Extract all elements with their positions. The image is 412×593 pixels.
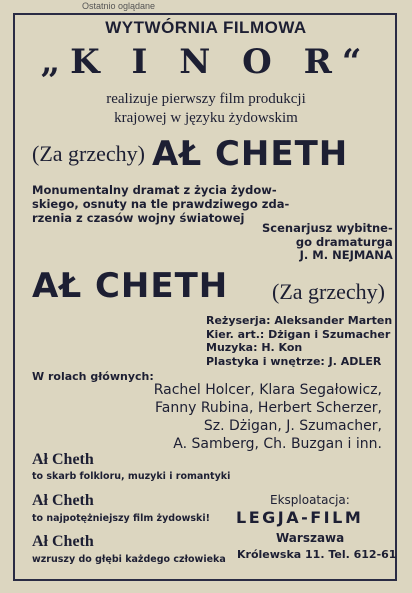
crew-line: Kier. art.: Dżigan i Szumacher <box>206 327 391 341</box>
crew-line: Plastyka i wnętrze: J. ADLER <box>206 354 382 368</box>
crew-line: Muzyka: H. Kon <box>206 341 303 354</box>
distributor-name: LEGJA-FILM <box>236 508 364 527</box>
studio-brand: „K I N O R“ <box>40 42 372 82</box>
company-heading: WYTWÓRNIA FILMOWA <box>105 18 307 37</box>
tagline-subtitle: to najpotężniejszy film żydowski! <box>32 513 210 524</box>
cast-line: Rachel Holcer, Klara Segałowicz, <box>153 382 382 398</box>
writer-line: J. M. NEJMANA <box>299 248 393 262</box>
tagline-subtitle: to skarb folkloru, muzyki i romantyki <box>32 471 231 482</box>
tagline-title: Ał Cheth <box>32 451 94 468</box>
title-top-subtitle: (Za grzechy) <box>32 141 145 166</box>
description-line: skiego, osnuty na tle prawdziwego zda- <box>32 197 290 211</box>
cast-line: Sz. Dżigan, J. Szumacher, <box>203 418 382 434</box>
tagline-title: Ał Cheth <box>32 533 94 550</box>
title-bottom-subtitle: (Za grzechy) <box>272 279 385 304</box>
intro-line: realizuje pierwszy film produkcji <box>106 91 306 107</box>
tagline-title: Ał Cheth <box>32 492 94 509</box>
cast-line: Fanny Rubina, Herbert Scherzer, <box>154 400 382 416</box>
crew-line: Reżyserja: Aleksander Marten <box>206 314 393 327</box>
distributor-address: Królewska 11. Tel. 612-61 <box>237 548 397 561</box>
cast-heading: W rolach głównych: <box>32 370 154 383</box>
intro-line: krajowej w języku żydowskim <box>114 110 298 126</box>
screenwriter-credit <box>262 222 393 263</box>
cast-line: A. Samberg, Ch. Buzgan i inn. <box>173 436 382 452</box>
cast-list <box>120 381 382 453</box>
description-line: Monumentalny dramat z życia żydow- <box>32 183 277 197</box>
film-description <box>32 183 289 225</box>
description-line: rzenia z czasów wojny światowej <box>32 211 245 225</box>
crew-credits <box>206 314 392 368</box>
tagline-subtitle: wzruszy do głębi każdego człowieka <box>32 554 226 565</box>
intro-text <box>0 90 412 128</box>
title-bottom-main: AŁ CHETH <box>32 266 229 306</box>
distributor-city: Warszawa <box>276 531 345 545</box>
title-top-main: AŁ CHETH <box>152 134 349 174</box>
writer-line: Scenarjusz wybitne- <box>262 221 393 235</box>
writer-line: go dramaturga <box>295 234 393 249</box>
viewed-note: Ostatnio oglądane <box>82 1 156 11</box>
distributor-label: Eksploatacja: <box>270 493 350 507</box>
